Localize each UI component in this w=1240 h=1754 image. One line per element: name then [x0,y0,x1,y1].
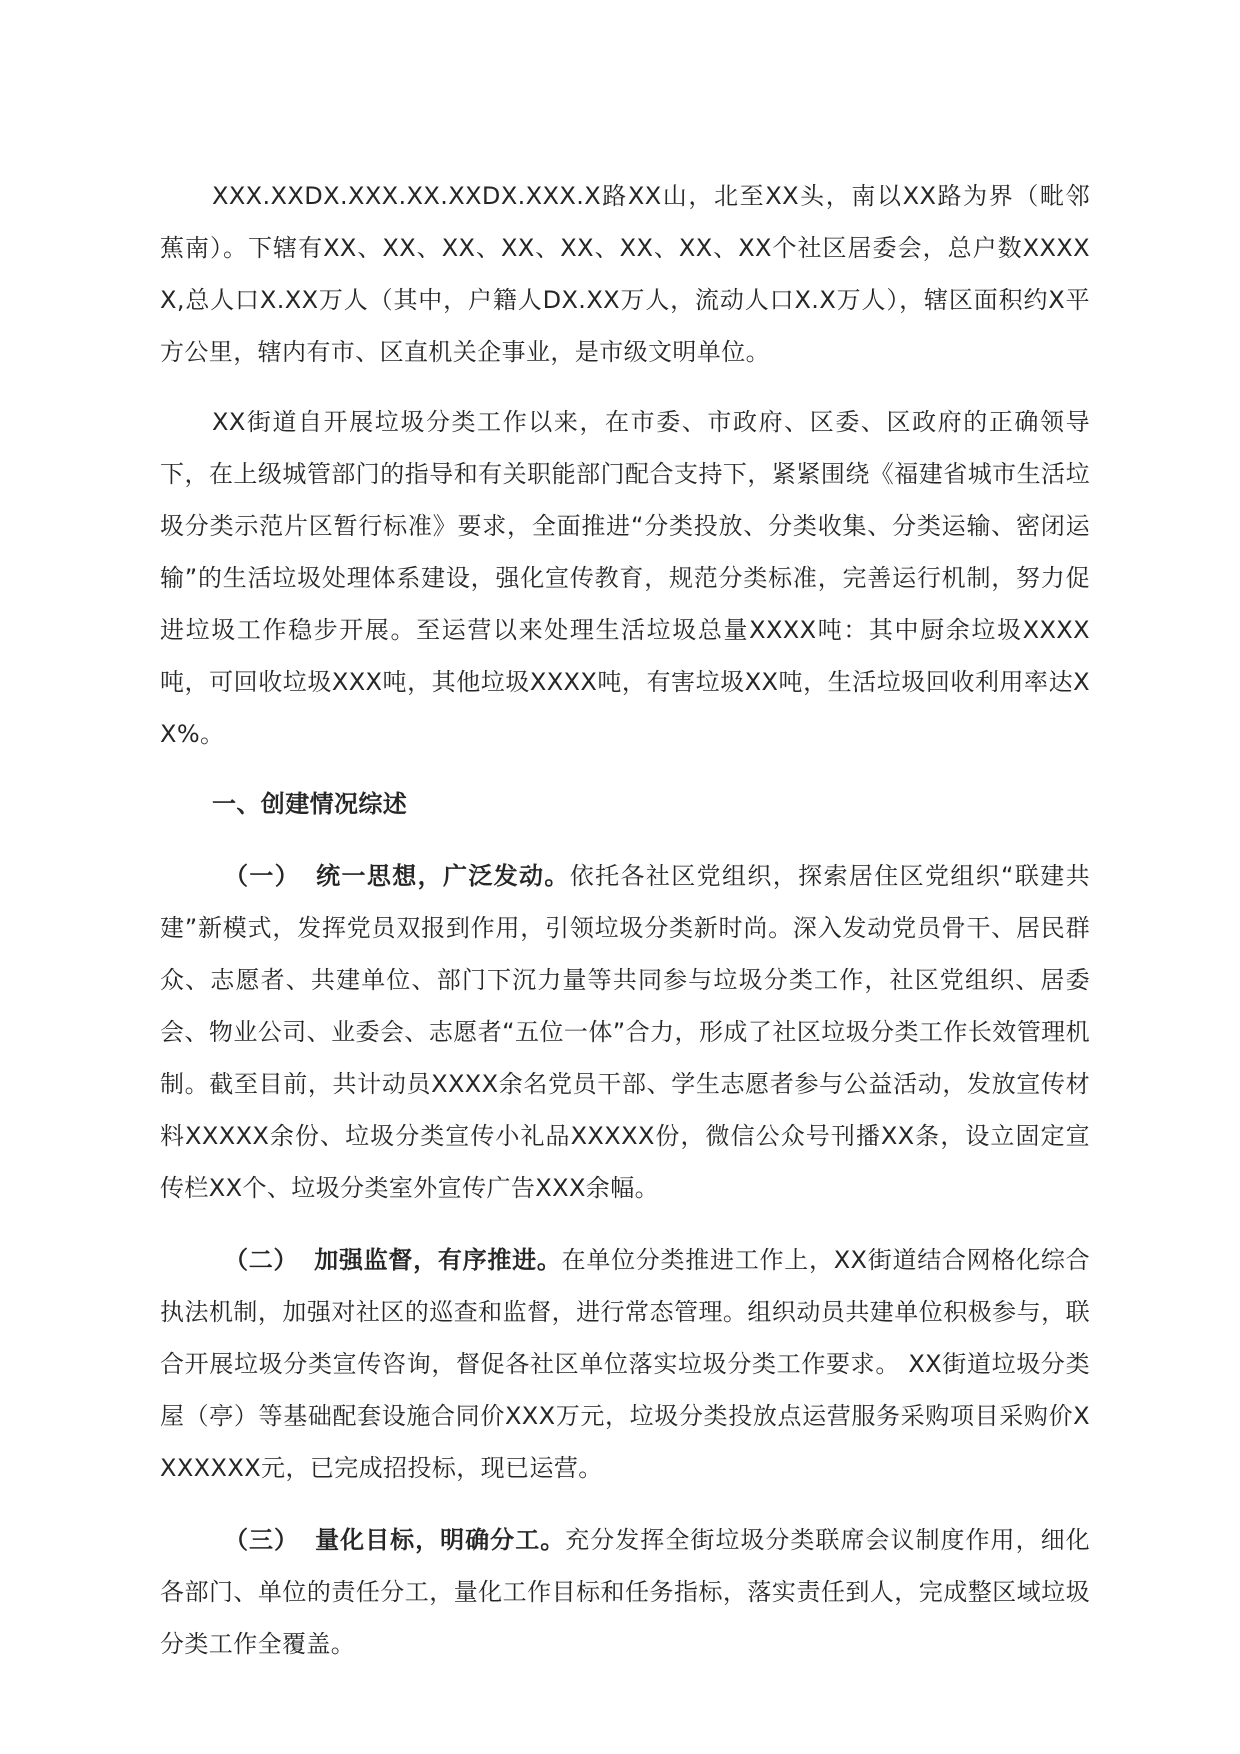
subsection-body: 充分发挥全街垃圾分类联席会议制度作用，细化各部门、单位的责任分工，量化工作目标和任务指标，落实责任到人，完成整区域垃圾分类工作全覆盖。 [160,1526,1091,1658]
subsection-lead: 加强监督，有序推进。 [314,1246,562,1274]
subsection-number: （三） [224,1526,300,1554]
subsection-lead: 量化目标，明确分工。 [315,1526,566,1554]
subsection-lead: 统一思想，广泛发动。 [316,862,570,890]
overview-paragraph: XX街道自开展垃圾分类工作以来，在市委、市政府、区委、区政府的正确领导下，在上级城管部门的指导和有关职能部门配合支持下，紧紧围绕《福建省城市生活垃圾分类示范片区暂行标准》要求，全面推进“分类投放、分类收集、分类运输、密闭运输”的生活垃圾处理体系建设，强化宣传教育，规范分类标准，完善运行机制，努力促进垃圾工作稳步开展。至运营以来处理生活垃圾总量XXXX吨：其中厨余垃圾XXXX吨，可回收垃圾XXX吨，其他垃圾XXXX吨，有害垃圾XX吨，生活垃圾回收利用率达XX%。 [160,408,1090,748]
subsection-body: 依托各社区党组织，探索居住区党组织“联建共建”新模式，发挥党员双报到作用，引领垃圾分类新时尚。深入发动党员骨干、居民群众、志愿者、共建单位、部门下沉力量等共同参与垃圾分类工作，社区党组织、居委会、物业公司、业委会、志愿者“五位一体”合力，形成了社区垃圾分类工作长效管理机制。截至目前，共计动员XXXX余名党员干部、学生志愿者参与公益活动，发放宣传材料XXXXX余份、垃圾分类宣传小礼品XXXXX份，微信公众号刊播XX条，设立固定宣传栏XX个、垃圾分类室外宣传广告XXX余幅。 [160,862,1090,1202]
subsection-2 [160,1234,1090,1494]
subsection-number: （一） [224,862,301,890]
subsection-3 [160,1514,1090,1670]
document-page [160,170,1090,1690]
subsection-1 [160,850,1090,1214]
section-heading: 一、创建情况综述 [212,790,408,818]
subsection-number: （二） [224,1246,299,1274]
intro-paragraph: XXX.XXDX.XXX.XX.XXDX.XXX.X路XX山，北至XX头，南以XX路为界（毗邻蕉南）。下辖有XX、XX、XX、XX、XX、XX、XX、XX个社区居委会，总户数XXXXX,总人口X.XX万人（其中，户籍人DX.XX万人，流动人口X.X万人），辖区面积约X平方公里，辖内有市、区直机关企事业，是市级文明单位。 [160,182,1090,366]
subsection-body: 在单位分类推进工作上，XX街道结合网格化综合执法机制，加强对社区的巡查和监督，进行常态管理。组织动员共建单位积极参与，联合开展垃圾分类宣传咨询，督促各社区单位落实垃圾分类工作要求。 XX街道垃圾分类屋（亭）等基础配套设施合同价XXX万元，垃圾分类投放点运营服务采购项目采购价XXXXXXX元，已完成招投标，现已运营。 [160,1246,1091,1482]
